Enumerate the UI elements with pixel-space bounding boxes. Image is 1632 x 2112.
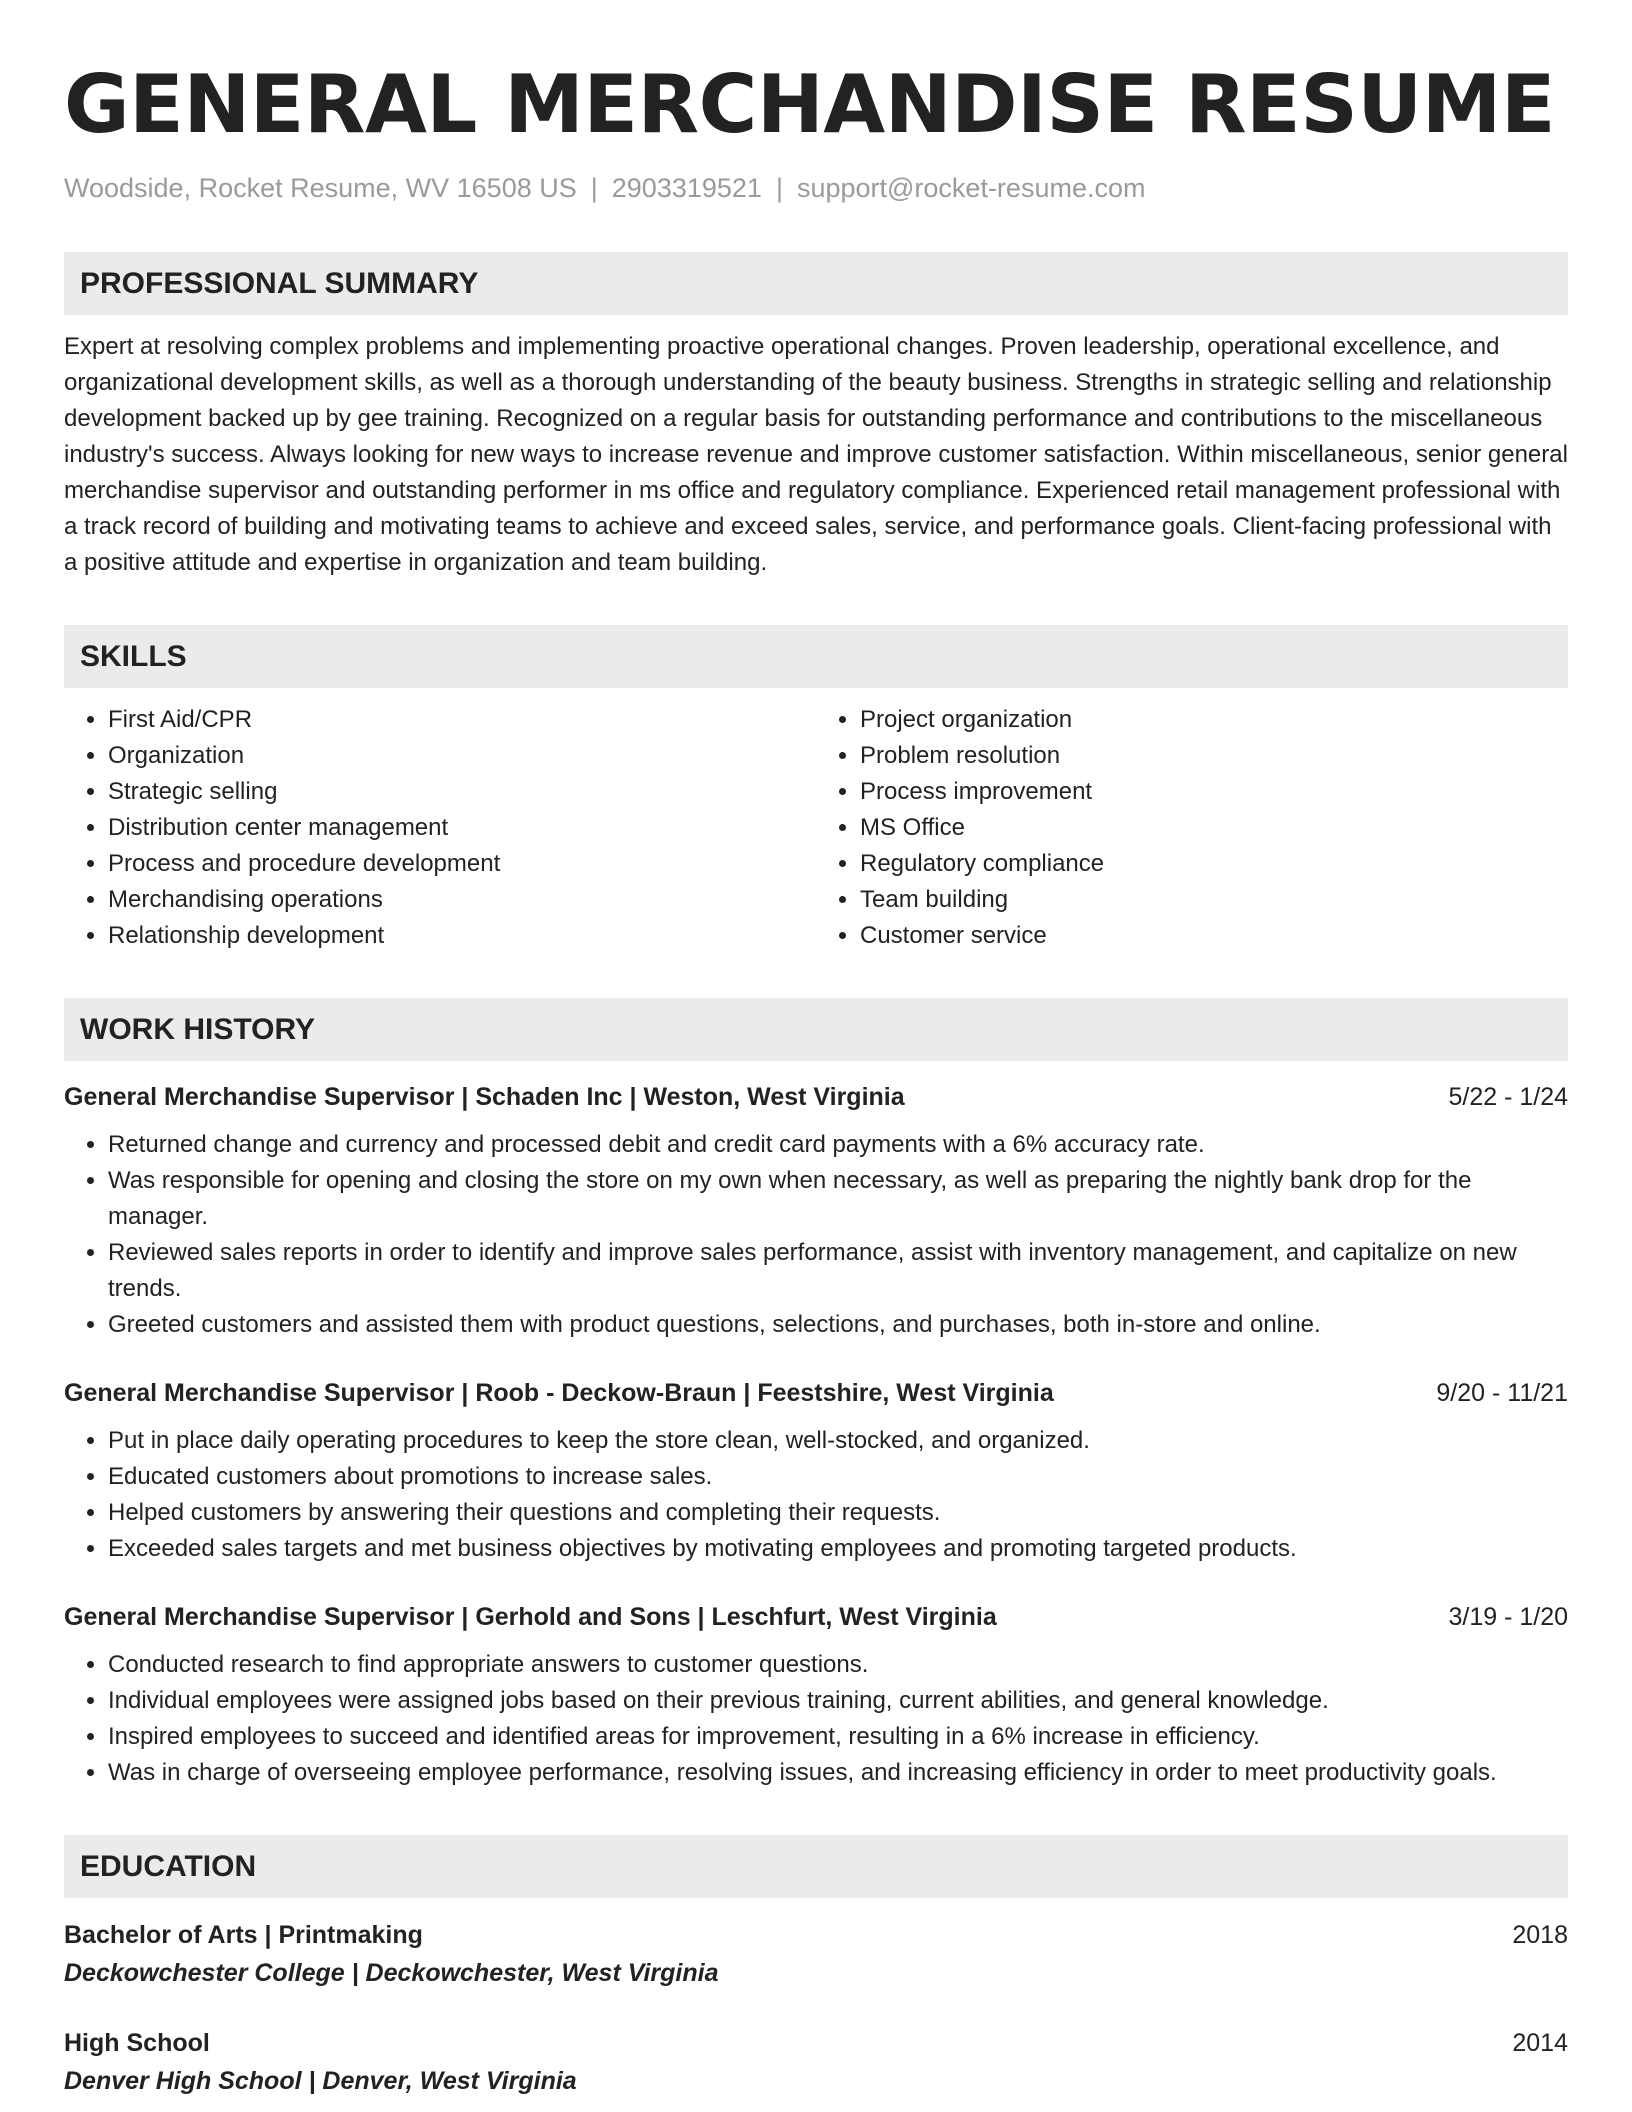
job-bullet: • Put in place daily operating procedures to keep the store clean, well-stocked, and organized. xyxy=(108,1423,1568,1459)
job-bullet: • Exceeded sales targets and met business objectives by motivating employees and promoting targeted products. xyxy=(108,1531,1568,1567)
summary-heading: PROFESSIONAL SUMMARY xyxy=(64,252,1568,315)
education-header xyxy=(64,1916,1568,1954)
skill-item: • Process improvement xyxy=(860,774,1568,810)
skills-list xyxy=(64,702,1568,954)
skill-item: • Distribution center management xyxy=(108,810,816,846)
job-bullets xyxy=(64,1127,1568,1343)
contact-line xyxy=(64,168,1568,208)
education-school: Denver High School | Denver, West Virginia xyxy=(64,2067,577,2095)
contact-address: Woodside, Rocket Resume, WV 16508 US xyxy=(64,173,577,203)
education-header xyxy=(64,2024,1568,2062)
job-bullet: • Helped customers by answering their questions and completing their requests. xyxy=(108,1495,1568,1531)
job-dates: 9/20 - 11/21 xyxy=(1436,1379,1568,1407)
skill-item: • First Aid/CPR xyxy=(108,702,816,738)
contact-email: support@rocket-resume.com xyxy=(796,173,1146,203)
skills-heading: SKILLS xyxy=(64,625,1568,688)
job-bullet: • Conducted research to find appropriate answers to customer questions. xyxy=(108,1647,1568,1683)
education-entry xyxy=(64,1916,1568,1992)
job-header xyxy=(64,1375,1568,1411)
job-header xyxy=(64,1079,1568,1115)
job-title: General Merchandise Supervisor | Roob - Deckow-Braun | Feestshire, West Virginia xyxy=(64,1379,1054,1407)
skills-column-left xyxy=(64,702,816,954)
skill-item: • Team building xyxy=(860,882,1568,918)
skill-item: • Customer service xyxy=(860,918,1568,954)
job-bullet: • Was in charge of overseeing employee performance, resolving issues, and increasing efficiency in order to meet productivity goals. xyxy=(108,1755,1568,1791)
education-entry xyxy=(64,2024,1568,2100)
contact-separator: | xyxy=(590,173,598,203)
job-dates: 5/22 - 1/24 xyxy=(1448,1083,1568,1111)
skill-item: • Organization xyxy=(108,738,816,774)
summary-text: Expert at resolving complex problems and implementing proactive operational changes. Proven leadership, operational excellence, and organizational development skills, as well as a thorough understanding of the beauty business. Strengths in strategic selling and relationship development backed up by gee training. Recognized on a regular basis for outstanding performance and contributions to the miscellaneous industry's success. Always looking for new ways to increase revenue and improve customer satisfaction. Within miscellaneous, senior general merchandise supervisor and outstanding performer in ms office and regulatory compliance. Experienced retail management professional with a track record of building and motivating teams to achieve and exceed sales, service, and performance goals. Client-facing professional with a positive attitude and expertise in organization and team building. xyxy=(64,333,1568,576)
job-bullet: • Was responsible for opening and closing the store on my own when necessary, as well as preparing the nightly bank drop for the manager. xyxy=(108,1163,1568,1235)
skill-item: • Project organization xyxy=(860,702,1568,738)
skill-item: • Process and procedure development xyxy=(108,846,816,882)
job-title: General Merchandise Supervisor | Gerhold and Sons | Leschfurt, West Virginia xyxy=(64,1603,997,1631)
job-entry xyxy=(64,1079,1568,1343)
job-bullet: • Inspired employees to succeed and identified areas for improvement, resulting in a 6% increase in efficiency. xyxy=(108,1719,1568,1755)
job-dates: 3/19 - 1/20 xyxy=(1448,1603,1568,1631)
skill-item: • Problem resolution xyxy=(860,738,1568,774)
education-year: 2018 xyxy=(1512,1921,1568,1949)
education-degree: High School xyxy=(64,2029,210,2057)
job-header xyxy=(64,1599,1568,1635)
job-bullet: • Reviewed sales reports in order to identify and improve sales performance, assist with inventory management, and capitalize on new trends. xyxy=(108,1235,1568,1307)
skill-item: • Relationship development xyxy=(108,918,816,954)
skill-item: • Merchandising operations xyxy=(108,882,816,918)
job-entry xyxy=(64,1599,1568,1791)
job-bullet: • Educated customers about promotions to increase sales. xyxy=(108,1459,1568,1495)
skill-item: • Regulatory compliance xyxy=(860,846,1568,882)
job-title: General Merchandise Supervisor | Schaden Inc | Weston, West Virginia xyxy=(64,1083,905,1111)
contact-phone: 2903319521 xyxy=(611,173,762,203)
job-bullets xyxy=(64,1647,1568,1791)
job-entry xyxy=(64,1375,1568,1567)
skills-column-right xyxy=(816,702,1568,954)
work-history-heading: WORK HISTORY xyxy=(64,998,1568,1061)
job-bullet: • Returned change and currency and processed debit and credit card payments with a 6% accuracy rate. xyxy=(108,1127,1568,1163)
resume-title: GENERAL MERCHANDISE RESUME xyxy=(64,58,1556,151)
education-degree: Bachelor of Arts | Printmaking xyxy=(64,1921,423,1949)
job-bullets xyxy=(64,1423,1568,1567)
job-bullet: • Individual employees were assigned jobs based on their previous training, current abilities, and general knowledge. xyxy=(108,1683,1568,1719)
job-bullet: • Greeted customers and assisted them with product questions, selections, and purchases, both in-store and online. xyxy=(108,1307,1568,1343)
skill-item: • MS Office xyxy=(860,810,1568,846)
education-year: 2014 xyxy=(1512,2029,1568,2057)
contact-separator: | xyxy=(775,173,783,203)
education-school: Deckowchester College | Deckowchester, West Virginia xyxy=(64,1959,719,1987)
skill-item: • Strategic selling xyxy=(108,774,816,810)
education-heading: EDUCATION xyxy=(64,1835,1568,1898)
